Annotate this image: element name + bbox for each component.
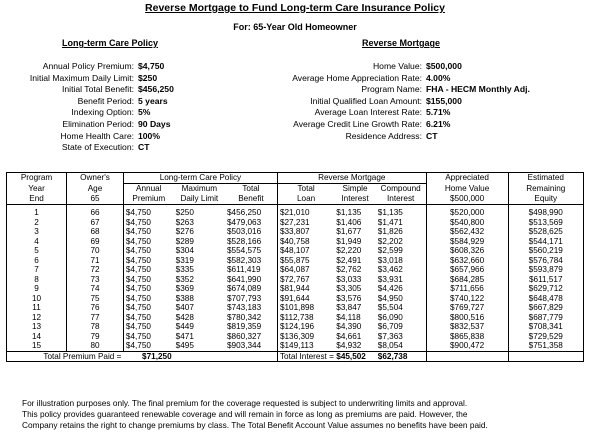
table-cell: $149,113 [277,341,334,351]
table-cell: $608,326 [426,246,508,256]
table-cell: $4,750 [123,237,173,247]
header-cell: Loan [277,194,334,205]
table-cell: 76 [67,303,124,313]
table-cell: $528,166 [227,236,262,246]
table-cell: 75 [67,294,124,304]
page-title: Reverse Mortgage to Fund Long-term Care Insurance Policy [145,2,445,14]
table-row [7,275,584,285]
table-cell: $428 [175,312,194,322]
table-row [7,303,584,313]
table-row [7,208,584,218]
table-row [7,227,584,237]
table-cell: $304 [175,246,194,255]
table-cell: $4,750 [123,256,173,266]
table-cell: $513,569 [508,218,583,228]
table-cell: 5 [7,246,67,256]
detail-value: 6.21% [426,118,451,129]
detail-label: Elimination Period: [62,118,134,129]
header-cell: Program [7,173,67,184]
table-cell: $456,250 [227,208,262,217]
header-row [7,194,584,205]
table-cell: $4,661 [336,331,362,341]
header-cell: Year [7,184,67,195]
table-cell: $2,491 [336,255,362,265]
table-cell: $48,107 [277,246,334,256]
table-cell: $657,966 [426,265,508,275]
table-row [7,237,584,247]
table-cell: 78 [67,322,124,332]
table-cell: $3,931 [377,274,403,284]
table-cell: $3,033 [336,274,362,284]
header-cell: Owner's [67,173,124,184]
detail-label: Indexing Option: [71,107,134,118]
table-cell: $687,779 [508,313,583,323]
table-cell: $4,750 [123,313,173,323]
table-cell: $27,231 [277,218,334,228]
table-cell: $7,363 [377,331,403,341]
detail-row [240,119,586,131]
table-cell: $4,750 [123,303,173,313]
ltc-section-heading: Long-term Care Policy [62,38,159,48]
table-cell: $528,625 [508,227,583,237]
table-cell: 13 [7,322,67,332]
table-cell: $335 [175,265,194,274]
table-cell: $632,660 [426,256,508,266]
detail-label: Average Credit Line Growth Rate: [293,118,422,129]
table-cell: $593,879 [508,265,583,275]
table-cell: $352 [175,274,194,284]
header-cell: Simple [342,184,368,193]
header-cell: Interest [334,194,376,205]
table-cell: $780,342 [227,312,262,322]
table-cell: $708,341 [508,322,583,332]
table-cell: $5,504 [377,303,403,312]
table-cell: $4,950 [377,293,403,303]
detail-value: 4.00% [426,72,451,83]
table-cell: $55,875 [277,256,334,266]
table-cell: $479,063 [227,217,262,227]
table-cell: $4,426 [377,284,403,293]
table-cell: 8 [7,275,67,285]
detail-label: Program Name: [361,84,422,95]
table-cell: 79 [67,332,124,342]
header-cell: Interest [376,194,426,205]
detail-value: $456,250 [138,84,174,95]
table-cell: 2 [7,218,67,228]
table-cell: $611,517 [508,275,583,285]
table-cell: $3,576 [336,293,362,303]
detail-label: Initial Total Benefit: [62,84,134,95]
header-cell: Total [242,184,260,193]
table-cell: $1,677 [336,227,362,236]
table-cell: $641,990 [227,274,262,284]
table-cell: $91,644 [277,294,334,304]
table-cell: $1,406 [336,217,362,227]
table-cell: $4,750 [123,246,173,256]
table-cell: $498,990 [508,208,583,218]
table-cell: $136,309 [277,332,334,342]
table-cell: $819,359 [227,322,262,331]
projection-table [6,172,584,362]
disclaimer-line: This policy provides guaranteed renewable coverage and will remain in force as long as premiums are paid. However, the [22,409,468,419]
ltc-details [0,61,228,154]
detail-row [240,73,586,85]
table-cell: $903,344 [225,341,277,351]
rm-details [240,61,586,142]
table-cell: 15 [7,341,67,351]
table-cell: 9 [7,284,67,294]
table-cell: $4,750 [123,265,173,275]
table-cell: $674,089 [227,284,262,293]
rm-section-heading: Reverse Mortgage [362,38,441,48]
table-cell: $388 [175,293,194,303]
detail-row [240,96,586,108]
header-cell: End [7,194,67,205]
header-cell: Total [277,184,334,195]
header-cell: Remaining [508,184,583,195]
detail-label: State of Execution: [61,142,134,153]
header-cell: Annual [123,184,173,195]
table-row [7,294,584,304]
detail-row [0,73,228,85]
table-cell: $124,196 [277,322,334,332]
header-cell: Appreciated [426,173,508,184]
table-cell: 6 [7,256,67,266]
table-cell: $520,000 [426,208,508,218]
detail-row [240,107,586,119]
table-cell: $1,949 [336,236,362,246]
detail-label: Average Loan Interest Rate: [314,107,422,118]
table-row [7,332,584,342]
total-premium-value: $71,250 [123,351,173,362]
table-cell: $6,090 [377,312,403,322]
page-subtitle: For: 65-Year Old Homeowner [233,22,357,32]
table-cell: $369 [175,284,194,293]
table-cell: $81,944 [277,284,334,294]
table-row [7,284,584,294]
detail-row [240,84,586,96]
header-cell: Daily Limit [174,194,225,205]
table-cell: $860,327 [227,331,262,341]
table-cell: $6,709 [377,322,403,331]
table-cell: $544,171 [508,237,583,247]
table-cell: $611,419 [227,265,261,274]
table-cell: $554,575 [227,246,262,255]
ltc-group-header: Long-term Care Policy [123,173,277,184]
header-row [7,184,584,195]
detail-value: 5.71% [426,107,451,118]
table-cell: 11 [7,303,67,313]
table-cell: $4,750 [123,218,173,228]
detail-row [0,84,228,96]
header-cell: Estimated [508,173,583,184]
table-cell: $21,010 [277,208,334,218]
detail-value: FHA - HECM Monthly Adj. [426,84,530,95]
totals-row [7,351,584,362]
table-cell: 74 [67,284,124,294]
table-cell: $629,712 [508,284,583,294]
table-cell: $3,305 [336,284,362,293]
detail-value: $250 [138,72,158,83]
detail-value: $4,750 [138,61,165,71]
table-cell: $4,750 [123,275,173,285]
disclaimer-line: Company retains the right to change premiums by class. The Total Benefit Account Value assumes no benefits have been paid. [22,420,488,430]
table-cell: $769,727 [426,303,508,313]
header-cell: Equity [508,194,583,205]
table-cell: 10 [7,294,67,304]
detail-value: 100% [138,130,160,141]
table-row [7,256,584,266]
detail-value: 5% [138,107,151,118]
detail-label: Home Value: [372,61,422,71]
table-cell: $648,478 [508,294,583,304]
table-cell: $319 [175,255,194,265]
table-cell: $3,462 [377,265,403,274]
table-cell: $4,932 [334,341,376,351]
table-cell: $4,750 [123,322,173,332]
table-cell: $743,183 [227,303,262,312]
table-body [7,205,584,352]
table-cell: $4,750 [123,284,173,294]
table-cell: $1,826 [377,227,403,236]
table-cell: $1,471 [377,217,403,227]
table-cell: $33,807 [277,227,334,237]
table-cell: $1,135 [377,208,403,217]
table-cell: $112,738 [277,313,334,323]
table-cell: $40,758 [277,237,334,247]
table-cell: $584,929 [426,237,508,247]
table-cell: $751,358 [508,341,583,351]
table-row [7,322,584,332]
table-cell: $8,054 [376,341,426,351]
table-cell: 66 [67,208,124,218]
header-row-group [7,173,584,184]
detail-value: CT [138,142,150,153]
table-cell: 73 [67,275,124,285]
table-cell: 70 [67,246,124,256]
table-cell: 80 [67,341,124,351]
table-cell: $250 [175,208,194,217]
table-cell: $2,220 [336,246,362,255]
header-cell: 65 [67,194,124,205]
table-cell: 69 [67,237,124,247]
table-cell: $560,219 [508,246,583,256]
detail-value: CT [426,130,438,141]
table-cell: 1 [7,208,67,218]
table-cell: $684,285 [426,275,508,285]
detail-label: Benefit Period: [77,95,134,106]
table-cell: $740,122 [426,294,508,304]
table-cell: $407 [175,303,194,312]
table-cell: $540,800 [426,218,508,228]
table-cell: $900,472 [426,341,508,351]
disclaimer [22,398,582,431]
detail-row [0,107,228,119]
table-cell: $4,118 [336,312,361,322]
table-cell: $865,838 [426,332,508,342]
table-cell: $729,529 [508,332,583,342]
table-cell: $4,750 [123,227,173,237]
table-cell: $4,750 [123,332,173,342]
table-cell: 4 [7,237,67,247]
table-cell: $289 [175,236,194,246]
detail-label: Residence Address: [345,130,422,141]
table-cell: 71 [67,256,124,266]
table-cell: $495 [174,341,225,351]
table-cell: 68 [67,227,124,237]
table-cell: $4,750 [123,208,173,218]
table-cell: 7 [7,265,67,275]
detail-label: Average Home Appreciation Rate: [292,72,422,83]
table-row [7,218,584,228]
table-cell: 72 [67,265,124,275]
table-cell: $832,537 [426,322,508,332]
table-cell: $1,135 [336,208,362,217]
table-cell: 67 [67,218,124,228]
table-cell: $101,898 [277,303,334,313]
detail-row [240,131,586,143]
table-cell: $449 [175,322,194,331]
detail-value: 5 years [138,95,168,106]
table-cell: $582,303 [227,255,262,265]
detail-label: Home Health Care: [60,130,134,141]
table-cell: $2,599 [377,246,403,255]
total-premium-label: Total Premium Paid = [7,351,124,362]
table-cell: 14 [7,332,67,342]
table-cell: $562,432 [426,227,508,237]
header-cell: $500,000 [426,194,508,205]
table-cell: 3 [7,227,67,237]
table-cell: $3,847 [336,303,362,312]
header-cell: Benefit [225,194,277,205]
detail-row [0,96,228,108]
table-row [7,265,584,275]
table-cell: $276 [175,227,194,236]
table-cell: $2,762 [336,265,362,274]
table-cell: $667,829 [508,303,583,313]
table-cell: $707,793 [227,293,262,303]
table-cell: $471 [175,331,194,341]
header-cell: Maximum [181,184,218,193]
table-cell: $711,656 [426,284,508,294]
detail-value: $500,000 [426,61,462,71]
detail-row [240,61,586,73]
table-cell: $3,018 [377,255,403,265]
detail-value: 90 Days [138,118,171,129]
table-cell: 77 [67,313,124,323]
header-cell: Age [67,184,124,195]
table-row [7,341,584,351]
total-simple-value: $45,502 [334,351,376,362]
table-cell: $4,750 [123,341,173,351]
header-cell: Compound [380,184,421,193]
header-cell: Home Value [426,184,508,195]
detail-row [0,119,228,131]
table-cell: $72,767 [277,275,334,285]
total-compound-value: $62,738 [376,351,426,362]
detail-label: Annual Policy Premium: [42,61,134,71]
table-cell: $4,750 [123,294,173,304]
detail-row [0,142,228,154]
detail-row [0,131,228,143]
table-row [7,313,584,323]
detail-value: $155,000 [426,95,462,106]
table-cell: $800,516 [426,313,508,323]
table-cell: $64,087 [277,265,334,275]
header-cell: Premium [123,194,173,205]
table-row [7,246,584,256]
detail-label: Initial Qualified Loan Amount: [310,95,422,106]
disclaimer-line: For illustration purposes only. The final premium for the coverage requested is subject to underwriting limits and approval. [22,398,468,408]
table-cell: $576,784 [508,256,583,266]
detail-row [0,61,228,73]
table-cell: $4,390 [336,322,362,331]
rm-group-header: Reverse Mortgage [277,173,426,184]
table-cell: $2,202 [377,236,403,246]
table-cell: $503,016 [227,227,262,236]
detail-label: Initial Maximum Daily Limit: [29,72,134,83]
table-cell: 12 [7,313,67,323]
table-cell: $263 [175,217,194,227]
total-interest-label: Total Interest = [277,351,334,362]
